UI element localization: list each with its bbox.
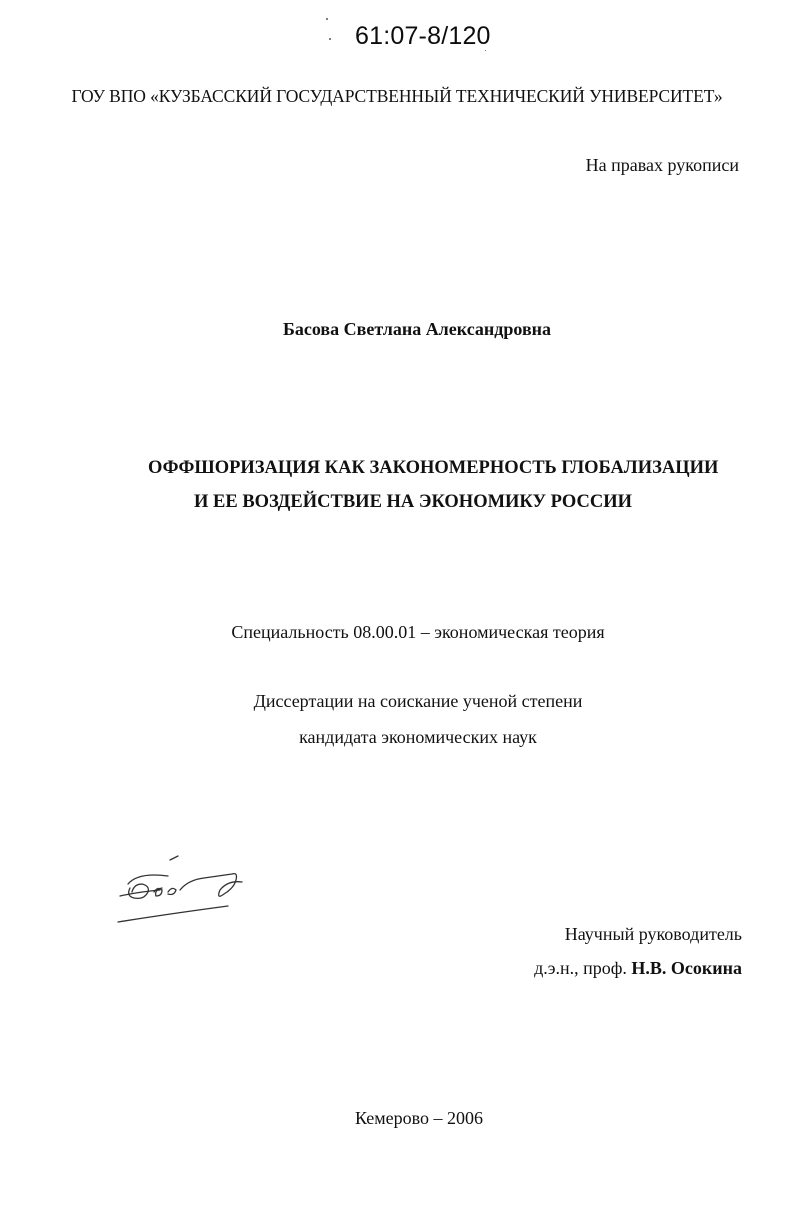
city-year: Кемерово – 2006 [354,1108,484,1128]
degree-line-2: кандидата экономических наук [299,727,537,747]
supervisor-name: Н.В. Осокина [631,958,742,978]
specialty-line: Специальность 08.00.01 – экономическая теория [231,622,605,642]
supervisor-credentials: д.э.н., проф. [534,958,627,978]
scan-speck [329,38,331,40]
manuscript-rights-note: На правах рукописи [585,155,739,175]
supervisor-label: Научный руководитель [564,924,742,944]
scan-speck [485,50,486,51]
author-signature [108,850,258,930]
thesis-title-line-2: И ЕЕ ВОЗДЕЙСТВИЕ НА ЭКОНОМИКУ РОССИИ [194,492,632,512]
scan-speck [326,18,328,20]
archive-code: 61:07-8/120 [355,22,491,50]
author-name: Басова Светлана Александровна [282,319,552,339]
degree-line-1: Диссертации на соискание ученой степени [253,691,583,711]
supervisor-line [534,958,742,979]
university-name: ГОУ ВПО «КУЗБАССКИЙ ГОСУДАРСТВЕННЫЙ ТЕХНИЧЕСКИЙ УНИВЕРСИТЕТ» [71,86,723,106]
thesis-title-line-1: ОФФШОРИЗАЦИЯ КАК ЗАКОНОМЕРНОСТЬ ГЛОБАЛИЗАЦИИ [148,458,719,478]
